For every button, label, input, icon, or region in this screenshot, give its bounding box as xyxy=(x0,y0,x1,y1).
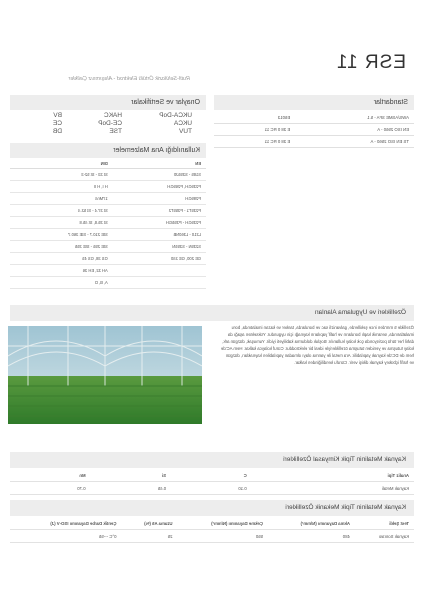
mechanical-heading: Kaynak Metalinin Tipik Mekanik Özellikleri xyxy=(10,500,414,516)
table-row xyxy=(10,205,206,217)
table-row xyxy=(214,112,414,124)
table-row xyxy=(10,181,206,193)
impact-col: Çentik Darbe Dayanımı ISO-V (J) xyxy=(10,517,121,530)
table-row xyxy=(10,277,206,289)
material-din: St 33 - St 52-3 xyxy=(10,169,113,181)
table-row xyxy=(10,530,414,543)
approval-item: CE xyxy=(52,120,62,127)
material-din: St 35.8, St 45.8 xyxy=(10,217,113,229)
standard-name: TS EN ISO 2560 - A xyxy=(295,136,414,148)
tensile-col: Çekme Dayanımı (N/mm²) xyxy=(177,517,267,530)
analysis-type: Kaynak Metali xyxy=(252,482,414,495)
material-en: GE 200, GE 240 xyxy=(113,253,206,265)
test-type: Kaynak Sonrası xyxy=(355,530,414,543)
material-en: P235GH - P355GH xyxy=(113,217,206,229)
table-row xyxy=(10,482,414,495)
standard-code: E6013 xyxy=(214,112,295,124)
greenhouse-photo xyxy=(8,326,202,424)
table-header xyxy=(10,469,414,482)
material-en: P235GH, P265GH xyxy=(113,181,206,193)
standard-code: E 38 0 RC 11 xyxy=(214,136,295,148)
col-din: DIN xyxy=(10,159,113,169)
table-row xyxy=(10,193,206,205)
mn-value: 0.70 xyxy=(10,482,91,495)
table-row xyxy=(10,169,206,181)
mn-col: Mn xyxy=(10,469,91,482)
application-text: Özellikle 5 mm'den ince şekillerde, galvanizli sac ve borularda, tanker ve kazan imalatında, boru imalatlarında, seramik kaplı boruların ve hafif yapıların kaynağı için uygundur. Yüksekten aşağı da dahil her türlü pozisyonda çok kolay kullanılır. Boşluk doldurma kabiliyeti iyidir. Yumuşak, düzgün ark, kolay tutuşma ve yeniden tutuşma özellikleriyle ideal bir elektroddur. Cüruf kolayca kalkar. Hem AC'de hem de DC'de kaynak yapılabilir. Ara metal ile yanma olayı olmadan yapılabilen kaynakları, düzgün ve hafif içbükey kaynak dikişi verir. Cürufu kendiliğinden kalkar. xyxy=(220,325,414,365)
application-heading: Özellikleri ve Uygulama Alanları xyxy=(10,305,414,321)
material-en: S235N - S355N xyxy=(113,241,206,253)
standards-table xyxy=(214,112,414,148)
chemical-heading: Kaynak Metalinin Tipik Kimyasal Özellikleri xyxy=(10,452,414,468)
tensile-value: 550 xyxy=(177,530,267,543)
table-row xyxy=(10,217,206,229)
material-din: 17Mn4 xyxy=(10,193,113,205)
approvals-grid xyxy=(22,112,192,135)
analysis-type-col: Analiz Tipi xyxy=(252,469,414,482)
materials-heading: Kullanıldığı Ana Malzemeler xyxy=(10,143,206,158)
mechanical-table xyxy=(10,517,414,543)
standard-name: EN ISO 2560 - A xyxy=(295,124,414,136)
material-din: StE 255 - StE 355 xyxy=(10,241,113,253)
standard-name: AWS/ASME SFA - 5.1 xyxy=(295,112,414,124)
approval-item: TSE xyxy=(109,128,122,135)
table-header xyxy=(10,517,414,530)
test-type-col: Test Şekli xyxy=(355,517,414,530)
material-din: A, B, D xyxy=(10,277,113,289)
table-row xyxy=(10,241,206,253)
table-row xyxy=(10,229,206,241)
c-value: 0.10 xyxy=(171,482,252,495)
material-din: GS 38, GS 45 xyxy=(10,253,113,265)
approval-item: UKCA-DoP xyxy=(159,112,192,119)
material-din: H I, H II xyxy=(10,181,113,193)
table-row xyxy=(10,253,206,265)
materials-table xyxy=(10,159,206,289)
product-subtitle: Rutil-Selülozik Örtülü Elektrod - Alaşımsız Çelikler xyxy=(68,76,190,82)
material-din: AH 32, EH 36 xyxy=(10,265,113,277)
material-en: P235T1 - P355T2 xyxy=(113,205,206,217)
approval-item: HAKC xyxy=(103,112,122,119)
approvals-heading: Onaylar ve Sertifikalar xyxy=(10,95,206,110)
greenhouse-image xyxy=(8,326,202,424)
c-col: C xyxy=(171,469,252,482)
approval-item: UKCA xyxy=(173,120,192,127)
material-en xyxy=(113,265,206,277)
table-header xyxy=(10,159,206,169)
standard-code: E 38 0 RC 11 xyxy=(214,124,295,136)
table-row xyxy=(214,136,414,148)
material-din: StE 210.7 - StE 360.7 xyxy=(10,229,113,241)
yield-col: Akma Dayanımı (N/mm²) xyxy=(268,517,355,530)
si-value: 0.45 xyxy=(91,482,172,495)
table-row xyxy=(10,265,206,277)
si-col: Si xyxy=(91,469,172,482)
material-en xyxy=(113,277,206,289)
elongation-value: 25 xyxy=(121,530,177,543)
table-row xyxy=(214,124,414,136)
chemical-table xyxy=(10,469,414,495)
impact-value: 0°C ---55 xyxy=(10,530,121,543)
yield-value: 480 xyxy=(268,530,355,543)
material-en: L210 - L360NB xyxy=(113,229,206,241)
approval-item: TUV xyxy=(179,128,192,135)
col-en: EN xyxy=(113,159,206,169)
approval-item: CE-DoP xyxy=(98,120,122,127)
standards-heading: Standartlar xyxy=(214,95,414,110)
approval-item: BV xyxy=(53,112,62,119)
product-title: ESR 11 xyxy=(335,52,406,73)
material-din: St 37.4 - St 52.4 xyxy=(10,205,113,217)
approval-item: DB xyxy=(52,128,62,135)
material-en: P295GH xyxy=(113,193,206,205)
material-en: S185 - S355J0 xyxy=(113,169,206,181)
elongation-col: Uzama A5 (%) xyxy=(121,517,177,530)
